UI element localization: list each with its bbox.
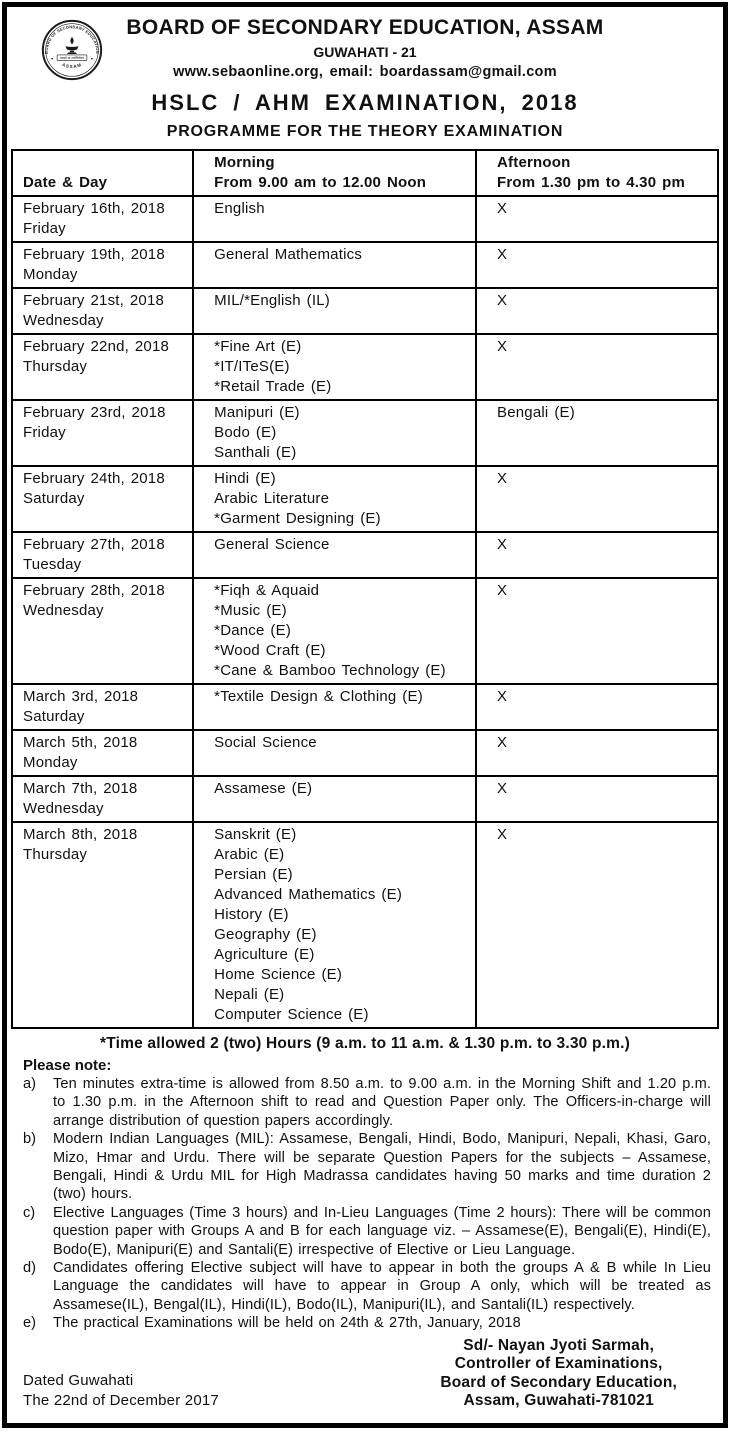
table-row (12, 242, 718, 288)
afternoon-subjects-cell (476, 730, 718, 776)
afternoon-subjects-cell (476, 466, 718, 532)
note-label: d) (23, 1260, 36, 1277)
subject-text: *IT/ITeS(E) (214, 358, 290, 375)
afternoon-subjects-cell (476, 334, 718, 400)
signature-line: Assam, Guwahati-781021 (463, 1392, 654, 1410)
dated-date: The 22nd of December 2017 (23, 1391, 219, 1409)
day-text: Friday (23, 220, 66, 237)
date-day-cell (12, 400, 193, 466)
date-day-cell (12, 288, 193, 334)
subject-text: Geography (E) (214, 926, 317, 943)
note-label: e) (23, 1315, 36, 1332)
afternoon-subjects-cell (476, 532, 718, 578)
date-text: March 7th, 2018 (23, 780, 138, 797)
date-day-cell (12, 242, 193, 288)
subject-text: *Wood Craft (E) (214, 642, 326, 659)
column-label: Afternoon (497, 154, 571, 171)
subject-text: *Dance (E) (214, 622, 292, 639)
note-text: The practical Examinations will be held on 24th & 27th, January, 2018 (53, 1315, 521, 1332)
subject-text: Persian (E) (214, 866, 293, 883)
contact-line: www.sebaonline.org, email: boardassam@gmail.com (173, 64, 557, 80)
note-text: Ten minutes extra-time is allowed from 8.50 a.m. to 9.00 a.m. in the Morning Shift and 1.20 p.m. to 1.30 p.m. in the Afternoon shift to read and Question Paper only. The Officers-in-charge will arrange distribution of question papers accordingly. (53, 1076, 711, 1129)
morning-subjects-cell (193, 288, 476, 334)
afternoon-entry-text: Bengali (E) (497, 404, 575, 421)
date-text: March 8th, 2018 (23, 826, 138, 843)
subject-text: Santhali (E) (214, 444, 297, 461)
morning-subjects-cell (193, 730, 476, 776)
day-text: Monday (23, 266, 78, 283)
table-row (12, 684, 718, 730)
subject-text: Manipuri (E) (214, 404, 300, 421)
subject-text: Arabic Literature (214, 490, 330, 507)
subject-text: General Mathematics (214, 246, 363, 263)
date-text: February 23rd, 2018 (23, 404, 166, 421)
dated-block (23, 1371, 219, 1411)
afternoon-entry-text: X (497, 200, 508, 217)
afternoon-subjects-cell (476, 776, 718, 822)
column-label: Date & Day (23, 174, 108, 191)
afternoon-entry-text: X (497, 292, 508, 309)
table-row (12, 466, 718, 532)
subject-text: Assamese (E) (214, 780, 313, 797)
date-day-cell (12, 532, 193, 578)
afternoon-entry-text: X (497, 582, 508, 599)
morning-subjects-cell (193, 532, 476, 578)
note-label: c) (23, 1204, 36, 1221)
subject-text: Sanskrit (E) (214, 826, 297, 843)
note-item (23, 1204, 711, 1259)
signature-line: Sd/- Nayan Jyoti Sarmah, (463, 1336, 655, 1354)
day-text: Thursday (23, 358, 88, 375)
day-text: Tuesday (23, 556, 82, 573)
afternoon-subjects-cell (476, 288, 718, 334)
day-text: Wednesday (23, 800, 104, 817)
column-header-morning (193, 150, 476, 196)
document-header (11, 7, 719, 149)
morning-subjects-cell (193, 466, 476, 532)
table-row (12, 578, 718, 684)
afternoon-subjects-cell (476, 242, 718, 288)
note-text: Elective Languages (Time 3 hours) and In-Lieu Languages (Time 2 hours): There will be common question paper with Groups A and B for each language viz. – Assamese(E), Bengali(E), Hindi(E), Bodo(E), Manipuri(E) and Santali(E) irrespective of Elective or Lieu Language. (53, 1204, 711, 1258)
day-text: Saturday (23, 490, 85, 507)
subject-text: Home Science (E) (214, 966, 343, 983)
column-header-date-day (12, 150, 193, 196)
subject-text: Advanced Mathematics (E) (214, 886, 403, 903)
date-text: February 22nd, 2018 (23, 338, 170, 355)
afternoon-subjects-cell (476, 822, 718, 1028)
signature-block (440, 1337, 677, 1411)
morning-subjects-cell (193, 776, 476, 822)
subject-text: Bodo (E) (214, 424, 277, 441)
subject-text: Agriculture (E) (214, 946, 315, 963)
table-row (12, 288, 718, 334)
date-day-cell (12, 466, 193, 532)
table-row (12, 334, 718, 400)
date-text: March 5th, 2018 (23, 734, 138, 751)
document-footer (11, 1333, 719, 1411)
subject-text: Nepali (E) (214, 986, 285, 1003)
note-label: b) (23, 1131, 36, 1148)
column-label: Morning (214, 154, 275, 171)
afternoon-entry-text: X (497, 338, 508, 355)
date-day-cell (12, 684, 193, 730)
day-text: Thursday (23, 846, 88, 863)
subject-text: *Garment Designing (E) (214, 510, 381, 527)
day-text: Monday (23, 754, 78, 771)
svg-text:ASSAM (61, 62, 82, 69)
date-day-cell (12, 822, 193, 1028)
subject-text: History (E) (214, 906, 289, 923)
morning-subjects-cell (193, 578, 476, 684)
morning-subjects-cell (193, 242, 476, 288)
notes-list (23, 1075, 711, 1333)
subject-text: *Textile Design & Clothing (E) (214, 688, 423, 705)
subject-text: Computer Science (E) (214, 1006, 369, 1023)
time-allowed-note: *Time allowed 2 (two) Hours (9 a.m. to 11 a.m. & 1.30 p.m. to 3.30 p.m.) (99, 1035, 631, 1052)
date-text: February 27th, 2018 (23, 536, 165, 553)
date-day-cell (12, 334, 193, 400)
note-label: a) (23, 1076, 36, 1092)
subject-text: *Music (E) (214, 602, 287, 619)
morning-subjects-cell (193, 334, 476, 400)
seal-icon (41, 19, 103, 81)
afternoon-subjects-cell (476, 400, 718, 466)
notes-section (11, 1056, 719, 1333)
programme-title: PROGRAMME FOR THE THEORY EXAMINATION (166, 123, 564, 140)
column-header-afternoon (476, 150, 718, 196)
note-item (23, 1314, 711, 1332)
date-text: February 16th, 2018 (23, 200, 165, 217)
afternoon-entry-text: X (497, 688, 508, 705)
morning-subjects-cell (193, 822, 476, 1028)
org-name: BOARD OF SECONDARY EDUCATION, ASSAM (126, 16, 604, 39)
afternoon-subjects-cell (476, 578, 718, 684)
day-text: Friday (23, 424, 66, 441)
subject-text: *Retail Trade (E) (214, 378, 332, 395)
table-row (12, 196, 718, 242)
subject-text: Hindi (E) (214, 470, 276, 487)
table-row (12, 776, 718, 822)
afternoon-entry-text: X (497, 536, 508, 553)
table-row (12, 400, 718, 466)
afternoon-entry-text: X (497, 780, 508, 797)
city-line: GUWAHATI - 21 (313, 44, 417, 60)
subject-text: English (214, 200, 265, 217)
table-row (12, 532, 718, 578)
afternoon-subjects-cell (476, 196, 718, 242)
subject-text: Arabic (E) (214, 846, 285, 863)
date-day-cell (12, 578, 193, 684)
note-text: Candidates offering Elective subject will have to appear in both the groups A & B while In Lieu Language the candidates will have to appear in Group A only, which will be treated as Assamese(IL), Bengal(IL), Hindi(IL), Bodo(IL), Manipuri(IL), and Santali(IL) respectively. (53, 1260, 711, 1313)
table-row (12, 730, 718, 776)
subject-text: MIL/*English (IL) (214, 292, 330, 309)
morning-subjects-cell (193, 400, 476, 466)
column-sublabel: From 1.30 pm to 4.30 pm (497, 174, 685, 191)
note-item (23, 1259, 711, 1314)
date-day-cell (12, 730, 193, 776)
seal-bottom-text: ASSAM (61, 61, 83, 70)
exam-title: HSLC / AHM EXAMINATION, 2018 (151, 90, 579, 115)
signature-line: Board of Secondary Education, (440, 1373, 677, 1391)
table-row (12, 822, 718, 1028)
subject-text: *Fine Art (E) (214, 338, 302, 355)
subject-text: *Cane & Bamboo Technology (E) (214, 662, 446, 679)
board-seal-logo (41, 19, 103, 81)
exam-schedule-table (11, 149, 719, 1029)
subject-text: Social Science (214, 734, 317, 751)
notes-heading: Please note: (23, 1057, 112, 1074)
day-text: Saturday (23, 708, 85, 725)
afternoon-entry-text: X (497, 470, 508, 487)
date-text: March 3rd, 2018 (23, 688, 139, 705)
signature-line: Controller of Examinations, (454, 1355, 663, 1373)
day-text: Wednesday (23, 602, 104, 619)
note-text: Modern Indian Languages (MIL): Assamese, Bengali, Hindi, Bodo, Manipuri, Nepali, Khasi, Garo, Mizo, Hmar and Urdu. There will be separate Question Papers for the subjects – Assamese, Bengali, Hindi & Urdu MIL for High Madrassa candidates having 50 marks and time duration 2 (two) hours. (53, 1131, 711, 1203)
note-item (23, 1130, 711, 1204)
date-text: February 21st, 2018 (23, 292, 165, 309)
subject-text: *Fiqh & Aquaid (214, 582, 320, 599)
afternoon-entry-text: X (497, 826, 508, 843)
date-text: February 24th, 2018 (23, 470, 165, 487)
column-sublabel: From 9.00 am to 12.00 Noon (214, 174, 427, 191)
seal-ring-text: BOARD OF SECONDARY EDUCATION (43, 24, 101, 54)
seal-motto-text: तमसो मा ज्योतिर्गमय (59, 56, 85, 61)
date-day-cell (12, 196, 193, 242)
date-day-cell (12, 776, 193, 822)
note-item (23, 1075, 711, 1130)
morning-subjects-cell (193, 684, 476, 730)
subject-text: General Science (214, 536, 330, 553)
day-text: Wednesday (23, 312, 104, 329)
afternoon-entry-text: X (497, 246, 508, 263)
dated-place: Dated Guwahati (23, 1371, 134, 1389)
document-page (2, 2, 728, 1428)
afternoon-subjects-cell (476, 684, 718, 730)
date-text: February 19th, 2018 (23, 246, 165, 263)
afternoon-entry-text: X (497, 734, 508, 751)
date-text: February 28th, 2018 (23, 582, 165, 599)
morning-subjects-cell (193, 196, 476, 242)
table-header-row (12, 150, 718, 196)
oil-lamp-icon (65, 37, 78, 54)
